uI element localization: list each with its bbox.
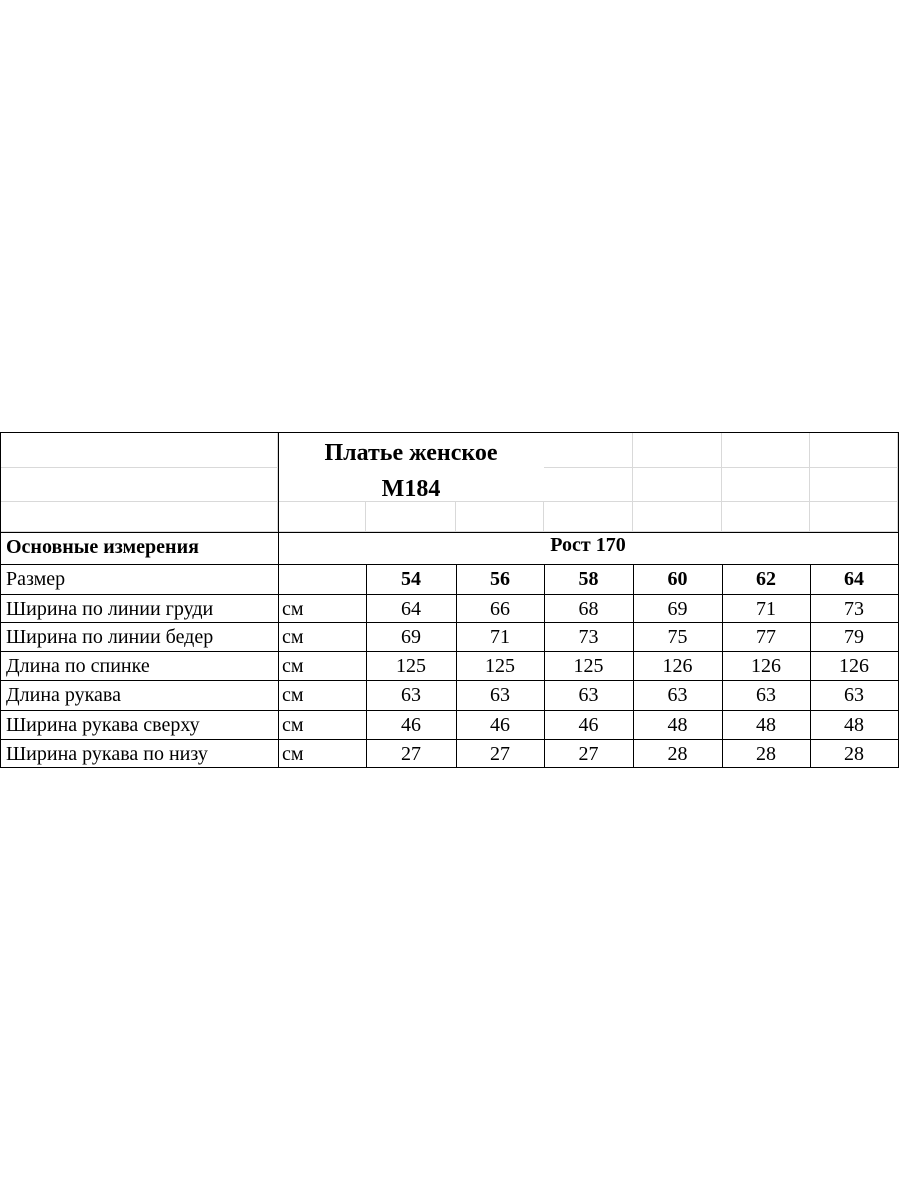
measurement-value: 27	[578, 743, 599, 765]
border-col	[544, 564, 545, 768]
measurement-value: 125	[573, 655, 604, 677]
measurement-value: 77	[756, 626, 776, 648]
size-value: 54	[401, 568, 421, 590]
border-row	[0, 532, 899, 533]
border-left	[0, 432, 1, 768]
measurement-value: 28	[756, 743, 776, 765]
measurement-value: 63	[756, 684, 776, 706]
border-col	[722, 564, 723, 768]
measurement-value: 63	[578, 684, 599, 706]
border-top	[0, 432, 899, 433]
size-value: 64	[844, 568, 864, 590]
measurement-value: 126	[662, 655, 693, 677]
border-col	[456, 564, 457, 768]
measurement-value: 73	[578, 626, 599, 648]
measurement-value: 28	[844, 743, 864, 765]
grid-cell	[278, 502, 366, 532]
unit-label: см	[282, 598, 304, 620]
measurement-value: 48	[667, 714, 688, 736]
border-row	[0, 594, 899, 595]
border-row	[0, 564, 899, 565]
model-code: М184	[381, 476, 441, 502]
measurement-value: 71	[756, 598, 776, 620]
grid-cell	[0, 468, 278, 502]
measurement-value: 46	[578, 714, 599, 736]
measurement-value: 66	[490, 598, 510, 620]
measurement-value: 46	[401, 714, 421, 736]
measurement-value: 125	[485, 655, 515, 677]
measurement-value: 73	[844, 598, 864, 620]
measurement-value: 69	[401, 626, 421, 648]
grid-cell	[544, 432, 633, 468]
border-col	[366, 564, 367, 768]
measurement-value: 126	[839, 655, 869, 677]
border-row	[0, 680, 899, 681]
measurement-label: Ширина рукава по низу	[6, 743, 208, 765]
height-label: Рост 170	[550, 534, 626, 556]
border-bottom	[0, 767, 899, 768]
unit-label: см	[282, 684, 304, 706]
size-value: 60	[667, 568, 688, 590]
measurement-value: 75	[667, 626, 688, 648]
measurement-value: 48	[844, 714, 864, 736]
measurement-value: 27	[401, 743, 421, 765]
measurement-value: 126	[751, 655, 781, 677]
unit-label: см	[282, 626, 304, 648]
grid-cell	[633, 432, 722, 468]
measurement-value: 69	[667, 598, 688, 620]
grid-cell	[722, 502, 810, 532]
border-col-1	[278, 432, 279, 768]
border-row	[0, 739, 899, 740]
grid-cell	[810, 468, 898, 502]
unit-label: см	[282, 743, 304, 765]
unit-label: см	[282, 655, 304, 677]
grid-cell	[456, 502, 544, 532]
measurement-value: 79	[844, 626, 864, 648]
grid-cell	[0, 502, 278, 532]
border-row	[0, 710, 899, 711]
measurement-value: 64	[401, 598, 421, 620]
measurement-label: Ширина по линии груди	[6, 598, 214, 620]
grid-cell	[722, 468, 810, 502]
size-row-label: Размер	[6, 568, 66, 590]
measurement-label: Ширина по линии бедер	[6, 626, 214, 648]
measurement-value: 63	[401, 684, 421, 706]
measurement-label: Длина по спинке	[6, 655, 150, 677]
grid-cell	[810, 502, 898, 532]
measurement-value: 68	[578, 598, 599, 620]
unit-label: см	[282, 714, 304, 736]
measurement-value: 63	[490, 684, 510, 706]
measurement-value: 46	[490, 714, 510, 736]
measurement-value: 71	[490, 626, 510, 648]
grid-cell	[0, 432, 278, 468]
measurement-value: 125	[396, 655, 426, 677]
grid-cell	[633, 502, 722, 532]
grid-cell	[722, 432, 810, 468]
grid-cell	[810, 432, 898, 468]
size-value: 58	[578, 568, 599, 590]
measurement-value: 63	[667, 684, 688, 706]
section-label: Основные измерения	[6, 536, 199, 558]
border-row	[0, 622, 899, 623]
border-right	[898, 432, 899, 768]
grid-cell	[544, 468, 633, 502]
grid-cell	[366, 502, 456, 532]
measurement-value: 27	[490, 743, 510, 765]
border-row	[0, 651, 899, 652]
measurement-value: 63	[844, 684, 864, 706]
garment-title: Платье женское	[324, 440, 498, 466]
size-value: 56	[490, 568, 510, 590]
border-col	[810, 564, 811, 768]
measurement-value: 28	[667, 743, 688, 765]
measurement-label: Длина рукава	[6, 684, 121, 706]
measurement-value: 48	[756, 714, 776, 736]
measurement-label: Ширина рукава сверху	[6, 714, 200, 736]
size-chart-sheet	[0, 432, 900, 768]
size-value: 62	[756, 568, 776, 590]
grid-cell	[633, 468, 722, 502]
grid-cell	[544, 502, 633, 532]
border-col	[633, 564, 634, 768]
